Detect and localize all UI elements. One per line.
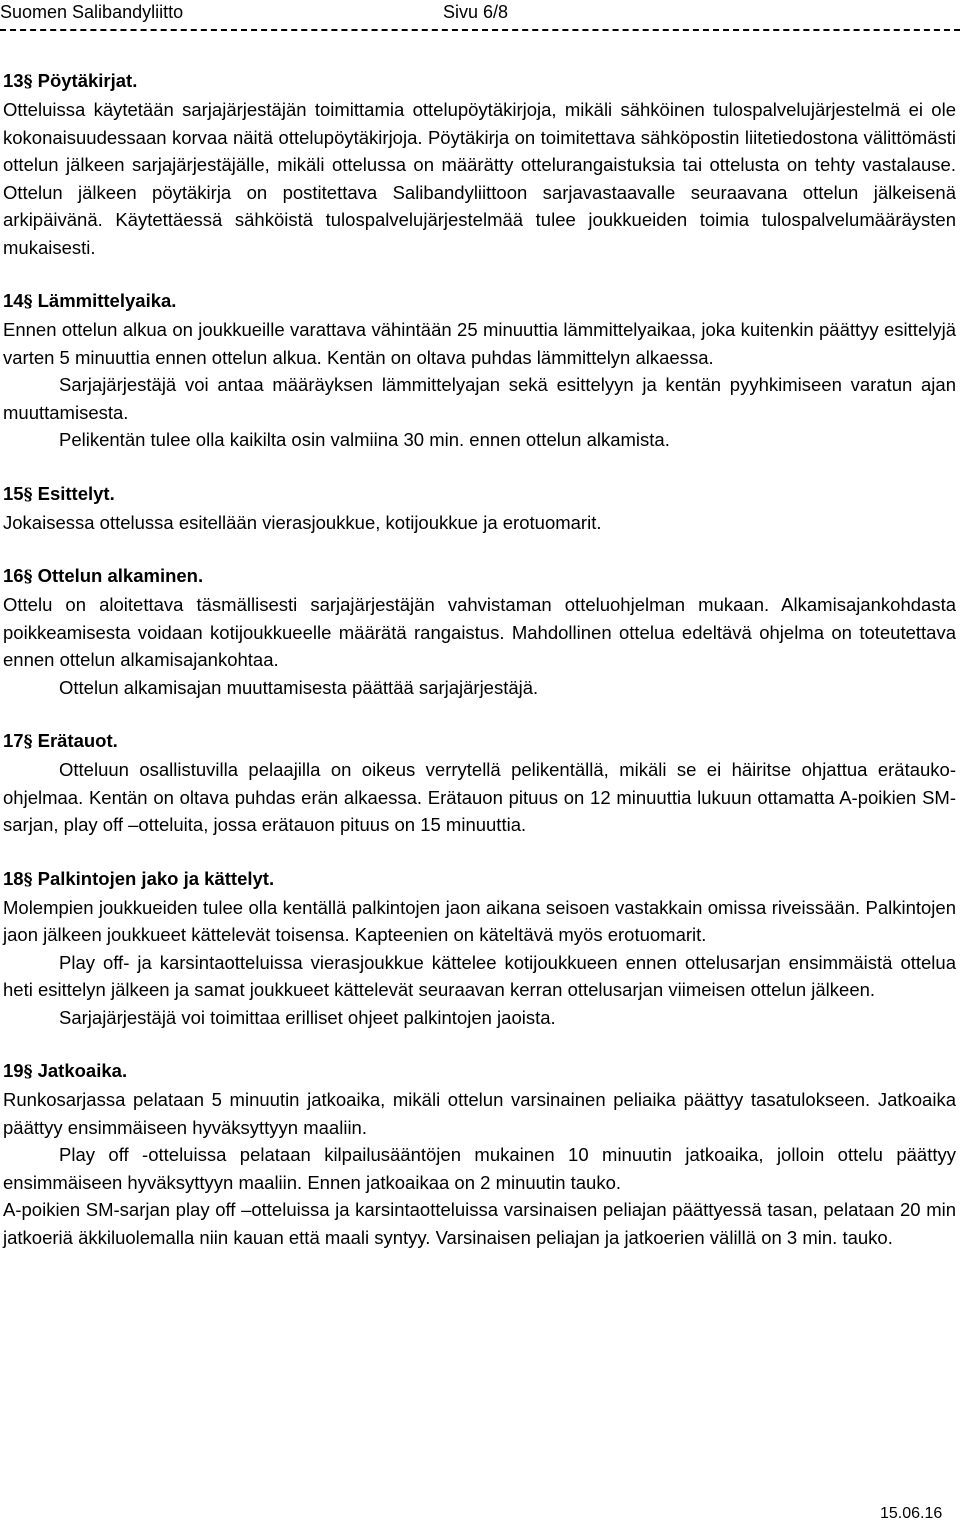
paragraph: Otteluissa käytetään sarjajärjestäjän toimittamia ottelupöytäkirjoja, mikäli sähköinen tulospalvelujärjestelmä ei ole kokonaisuudessaan korvaa näitä ottelupöytäkirjoja. Pöytäkirja on toimitettava sähköpostin liitetiedostona välittömästi ottelun jälkeen sarjajärjestäjälle, mikäli ottelussa on määrätty ottelurangaistuksia tai ottelusta on tehty vastalause. Ottelun jälkeen pöytäkirja on postitettava Salibandyliittoon sarjavastaavalle seuraavana ottelun jälkeisenä arkipäivänä. Käytettäessä sähköistä tulospalvelujärjestelmää tulee joukkueiden toimia tulospalvelumääräysten mukaisesti. xyxy=(3,99,956,258)
section-sign-icon: § xyxy=(23,484,33,505)
section-title: Pöytäkirjat. xyxy=(37,70,138,91)
section-sign-icon: § xyxy=(23,292,33,312)
section-heading xyxy=(3,727,956,756)
paragraph: A-poikien SM-sarjan play off –otteluissa ja karsintaotteluissa varsinaisen peliajan päättyessä tasan, pelataan 20 min jatkoeriä äkkiluolemalla niin kauan että maali syntyy. Varsinaisen peliajan ja jatkoerien välillä on 3 min. tauko. xyxy=(3,1199,956,1248)
section-heading xyxy=(3,865,956,894)
section-number: 15 xyxy=(3,482,24,504)
section-number: 13 xyxy=(3,70,24,91)
section-sign-icon: § xyxy=(23,567,33,587)
paragraph: Jokaisessa ottelussa esitellään vierasjoukkue, kotijoukkue ja erotuomarit. xyxy=(3,511,602,533)
section-19 xyxy=(3,1057,956,1251)
section-heading xyxy=(3,1057,956,1086)
section-17 xyxy=(3,727,956,839)
section-title: Esittelyt. xyxy=(37,482,115,504)
section-number: 17 xyxy=(3,730,24,751)
page-number: Sivu 6/8 xyxy=(443,2,509,22)
organization-name: Suomen Salibandyliitto xyxy=(0,2,184,22)
document-body xyxy=(3,67,956,1277)
paragraph: Molempien joukkueiden tulee olla kentällä palkintojen jaon aikana seisoen vastakkain omissa riveissään. Palkintojen jaon jälkeen joukkueet kättelevät toisensa. Kapteenien on käteltävä myös erotuomarit. xyxy=(3,896,956,945)
section-number: 16 xyxy=(3,565,24,586)
section-heading xyxy=(3,480,956,509)
header-divider xyxy=(0,29,960,31)
section-title: Jatkoaika. xyxy=(37,1060,128,1081)
section-14 xyxy=(3,287,956,454)
section-heading xyxy=(3,562,956,591)
section-heading xyxy=(3,287,956,316)
section-18 xyxy=(3,865,956,1032)
paragraph: Play off -otteluissa pelataan kilpailusääntöjen mukainen 10 minuutin jatkoaika, jolloin ottelu päättyy ensimmäiseen hyväksyttyyn maaliin. Ennen jatkoaikaa on 2 minuutin tauko. xyxy=(3,1144,956,1193)
section-title: Ottelun alkaminen. xyxy=(37,565,204,586)
section-heading xyxy=(3,67,956,96)
paragraph: Sarjajärjestäjä voi toimittaa erilliset ohjeet palkintojen jaoista. xyxy=(59,1006,556,1028)
paragraph: Runkosarjassa pelataan 5 minuutin jatkoaika, mikäli ottelun varsinainen peliaika päättyy tasatulokseen. Jatkoaika päättyy ensimmäiseen hyväksyttyyn maaliin. xyxy=(3,1089,956,1138)
paragraph: Ottelun alkamisajan muuttamisesta päättää sarjajärjestäjä. xyxy=(59,676,539,698)
section-15 xyxy=(3,480,956,537)
page-header xyxy=(0,0,960,50)
paragraph: Pelikentän tulee olla kaikilta osin valmiina 30 min. ennen ottelun alkamista. xyxy=(59,429,670,450)
section-sign-icon: § xyxy=(23,732,33,752)
section-title: Lämmittelyaika. xyxy=(37,290,177,311)
paragraph: Ottelu on aloitettava täsmällisesti sarjajärjestäjän vahvistaman otteluohjelman mukaan. Alkamisajankohdasta poikkeamisesta voidaan kotijoukkueelle määrätä rangaistus. Mahdollinen ottelua edeltävä ohjelma on toteutettava ennen ottelun alkamisajankohtaa. xyxy=(3,594,956,670)
paragraph: Play off- ja karsintaotteluissa vierasjoukkue kättelee kotijoukkueen ennen ottelusarjan ensimmäistä ottelua heti esittelyn jälkeen ja samat joukkueet kättelevät seuraavan kerran ottelusarjan viimeisen ottelun jälkeen. xyxy=(3,951,956,1000)
paragraph: Ennen ottelun alkua on joukkueille varattava vähintään 25 minuuttia lämmittelyaikaa, joka kuitenkin päättyy esittelyjä varten 5 minuuttia ennen ottelun alkua. Kentän on oltava puhdas lämmittelyn alkaessa. xyxy=(3,319,956,368)
footer-date: 15.06.16 xyxy=(880,1505,943,1522)
section-title: Erätauot. xyxy=(37,730,118,751)
section-13 xyxy=(3,67,956,261)
section-number: 19 xyxy=(3,1060,24,1081)
paragraph: Sarjajärjestäjä voi antaa määräyksen lämmittelyajan sekä esittelyyn ja kentän pyyhkimiseen varatun ajan muuttamisesta. xyxy=(3,374,956,423)
section-number: 18 xyxy=(3,867,24,889)
section-sign-icon: § xyxy=(23,869,33,890)
section-title: Palkintojen jako ja kättelyt. xyxy=(37,867,275,889)
paragraph: Otteluun osallistuvilla pelaajilla on oikeus verrytellä pelikentällä, mikäli se ei häiritse ohjattua erätauko-ohjelmaa. Kentän on oltava puhdas erän alkaessa. Erätauon pituus on 12 minuuttia lukuun ottamatta A-poikien SM-sarjan, play off –otteluita, jossa erätauon pituus on 15 minuuttia. xyxy=(3,759,956,835)
section-sign-icon: § xyxy=(23,1062,33,1082)
section-sign-icon: § xyxy=(23,72,33,92)
section-16 xyxy=(3,562,956,701)
section-number: 14 xyxy=(3,290,24,311)
